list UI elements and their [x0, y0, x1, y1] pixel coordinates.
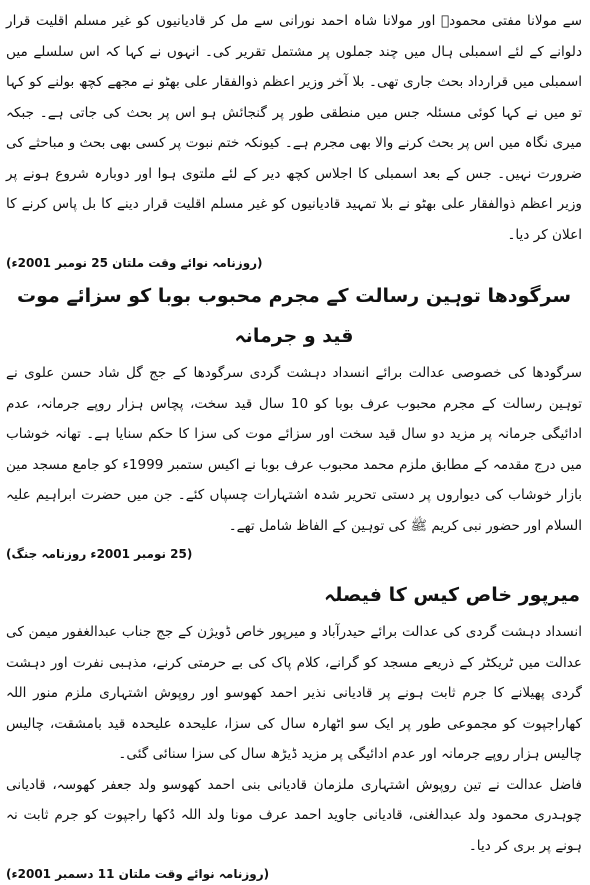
- section-spacer: [6, 565, 582, 573]
- article-heading: میرپور خاص کیس کا فیصلہ: [324, 584, 580, 606]
- article-source-citation: (روزنامہ نوائے وقت ملتان 11 دسمبر 2001ء): [6, 867, 270, 881]
- sargodha-article: [6, 276, 582, 565]
- article-paragraph: انسداد دہشت گردی کی عدالت برائے حیدرآباد و میرپور خاص ڈویژن کے جج جناب عبدالغفور میمن کی عدالت میں ٹریکٹر کے ذریعے مسجد کو گرانے، کلام پاک کی بے حرمتی کرنے، مذہبی نفرت اور دہشت گردی پھیلانے کا جرم ثابت ہونے پر قادیانی نذیر احمد کھوسو اور روپوش اشتہاری ملزم منور اللہ کھاراجپوت کو مجموعی طور پر ایک سو اٹھارہ سال کی سزا، علیحدہ علیحدہ قید بامشقت، چالیس چالیس ہزار روپے جرمانہ اور عدم ادائیگی پر مزید ڈیڑھ سال کی سزا سنائی گئی۔: [6, 624, 582, 762]
- article-source-citation: (25 نومبر 2001ء روزنامہ جنگ): [6, 547, 193, 561]
- mirpurkhas-article: [6, 575, 582, 885]
- intro-article: [6, 6, 582, 274]
- article-source-citation: (روزنامہ نوائے وقت ملتان 25 نومبر 2001ء): [6, 256, 263, 270]
- article-heading: سرگودھا توہین رسالت کے مجرم محبوب بوبا کو سزائے موت قید و جرمانہ: [16, 285, 572, 347]
- article-paragraph: سے مولانا مفتی محمودؒ اور مولانا شاہ احمد نورانی سے مل کر قادیانیوں کو غیر مسلم اقلیت قرار دلوانے کے لئے اسمبلی ہال میں چند جملوں پر مشتمل تقریر کی۔ انہوں نے کہا کہ اس سلسلے میں اسمبلی میں قرارداد بحث جاری تھی۔ بلا آخر وزیر اعظم ذوالفقار علی بھٹو نے مجھے کچھ بولنے کو کہا تو میں نے کہا کوئی مسئلہ جس میں منطقی طور پر گنجائش ہو اس پر بحث کی جاتی ہے۔ جبکہ میری نگاہ میں اس پر بحث کرنے والا بھی مجرم ہے۔ کیونکہ ختم نبوت پر کسی بھی بحث و مباحثے کی ضرورت نہیں۔ جس کے بعد اسمبلی کا اجلاس کچھ دیر کے لئے ملتوی ہوا اور دوبارہ شروع ہونے پر وزیر اعظم ذوالفقار علی بھٹو نے بلا تمہید قادیانیوں کو غیر مسلم اقلیت قرار دینے کا بل پاس کرنے کا اعلان کر دیا۔: [6, 13, 582, 243]
- article-paragraph: فاضل عدالت نے تین روپوش اشتہاری ملزمان قادیانی بنی احمد کھوسو ولد جعفر کھوسہ، قادیانی چوہدری محمود ولد عبدالغنی، قادیانی جاوید احمد عرف مونا ولد اللہ دُکھا راجپوت کو جرم ثابت نہ ہونے پر بری کر دیا۔: [6, 776, 582, 854]
- article-paragraph: سرگودھا کی خصوصی عدالت برائے انسداد دہشت گردی سرگودھا کے جج گل شاد حسن علوی نے توہین رسالت کے مجرم محبوب عرف بوبا کو 10 سال قید سخت، پچاس ہزار روپے جرمانہ، عدم ادائیگی جرمانہ پر مزید دو سال قید سخت اور سزائے موت کی سزا کا حکم سنایا ہے۔ تھانہ خوشاب میں درج مقدمہ کے مطابق ملزم محمد محبوب عرف بوبا نے اکیس ستمبر 1999ء کو جامع مسجد مین بازار خوشاب کی دیواروں پر دستی تحریر شدہ اشتہارات چسپاں کئے۔ جن میں حضرت ابراہیم علیہ السلام اور حضور نبی کریم ﷺ کی توہین کے الفاظ شامل تھے۔: [6, 365, 582, 534]
